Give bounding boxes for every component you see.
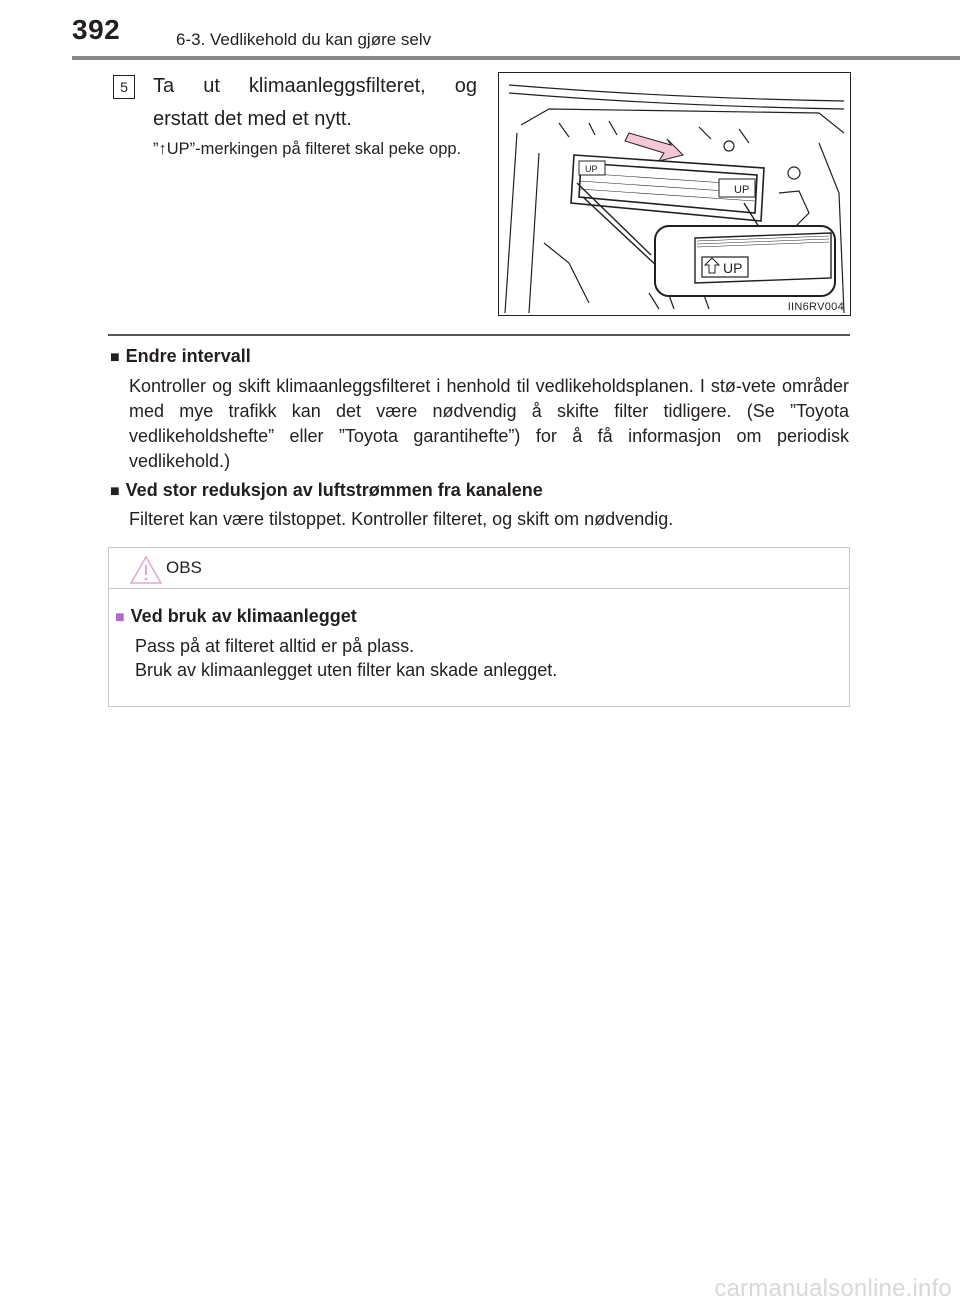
heading-endre-intervall	[110, 346, 251, 367]
obs-line-2: Bruk av klimaanlegget uten filter kan skade anlegget.	[135, 660, 558, 680]
obs-label: OBS	[166, 558, 202, 577]
square-bullet-icon: ■	[110, 483, 120, 500]
obs-line-1: Pass på at filteret alltid er på plass.	[135, 636, 415, 656]
step-instruction-line1: Ta ut klimaanleggsfilteret, og	[153, 75, 477, 97]
section-title: 6-3. Vedlikehold du kan gjøre selv	[176, 30, 432, 49]
heading-text: Endre intervall	[125, 346, 251, 366]
page-header	[0, 0, 960, 60]
mid-up-label: UP	[734, 184, 750, 196]
section-divider	[108, 334, 850, 336]
small-up-label: UP	[585, 164, 598, 174]
obs-text	[135, 634, 557, 682]
figure-id: IIN6RV004	[787, 301, 844, 313]
paragraph-endre-intervall: Kontroller og skift klimaanleggsfilteret i henhold til vedlikeholdsplanen. I stø-vete områder med mye trafikk kan det være nødvendig å skifte filter tidligere. (Se ”Toyota vedlikeholdshefte” eller ”Toyota garantihefte”) for å få informasjon om periodisk vedlikehold.)	[129, 376, 849, 471]
obs-warning-box	[108, 547, 850, 707]
watermark: carmanualsonline.info	[714, 1275, 952, 1302]
step-note: ”↑UP”-merkingen på filteret skal peke opp.	[153, 140, 462, 158]
header-rule	[72, 56, 960, 60]
obs-header	[109, 548, 849, 589]
square-bullet-icon: ■	[115, 609, 125, 626]
square-bullet-icon: ■	[110, 349, 120, 366]
warning-triangle-icon	[129, 555, 163, 585]
step-instruction	[153, 70, 477, 136]
step-instruction-line2: erstatt det med et nytt.	[153, 108, 352, 130]
page-number: 392	[72, 14, 121, 45]
heading-luftstrom	[110, 480, 543, 501]
callout-up-label: UP	[723, 260, 743, 276]
obs-heading	[115, 606, 357, 627]
filter-illustration	[498, 72, 851, 316]
paragraph-luftstrom: Filteret kan være tilstoppet. Kontroller filteret, og skift om nødvendig.	[129, 509, 674, 529]
step-number-badge: 5	[113, 75, 135, 99]
filter-drawing	[499, 73, 850, 315]
heading-text: Ved stor reduksjon av luftstrømmen fra kanalene	[125, 480, 543, 500]
obs-heading-text: Ved bruk av klimaanlegget	[130, 606, 357, 626]
